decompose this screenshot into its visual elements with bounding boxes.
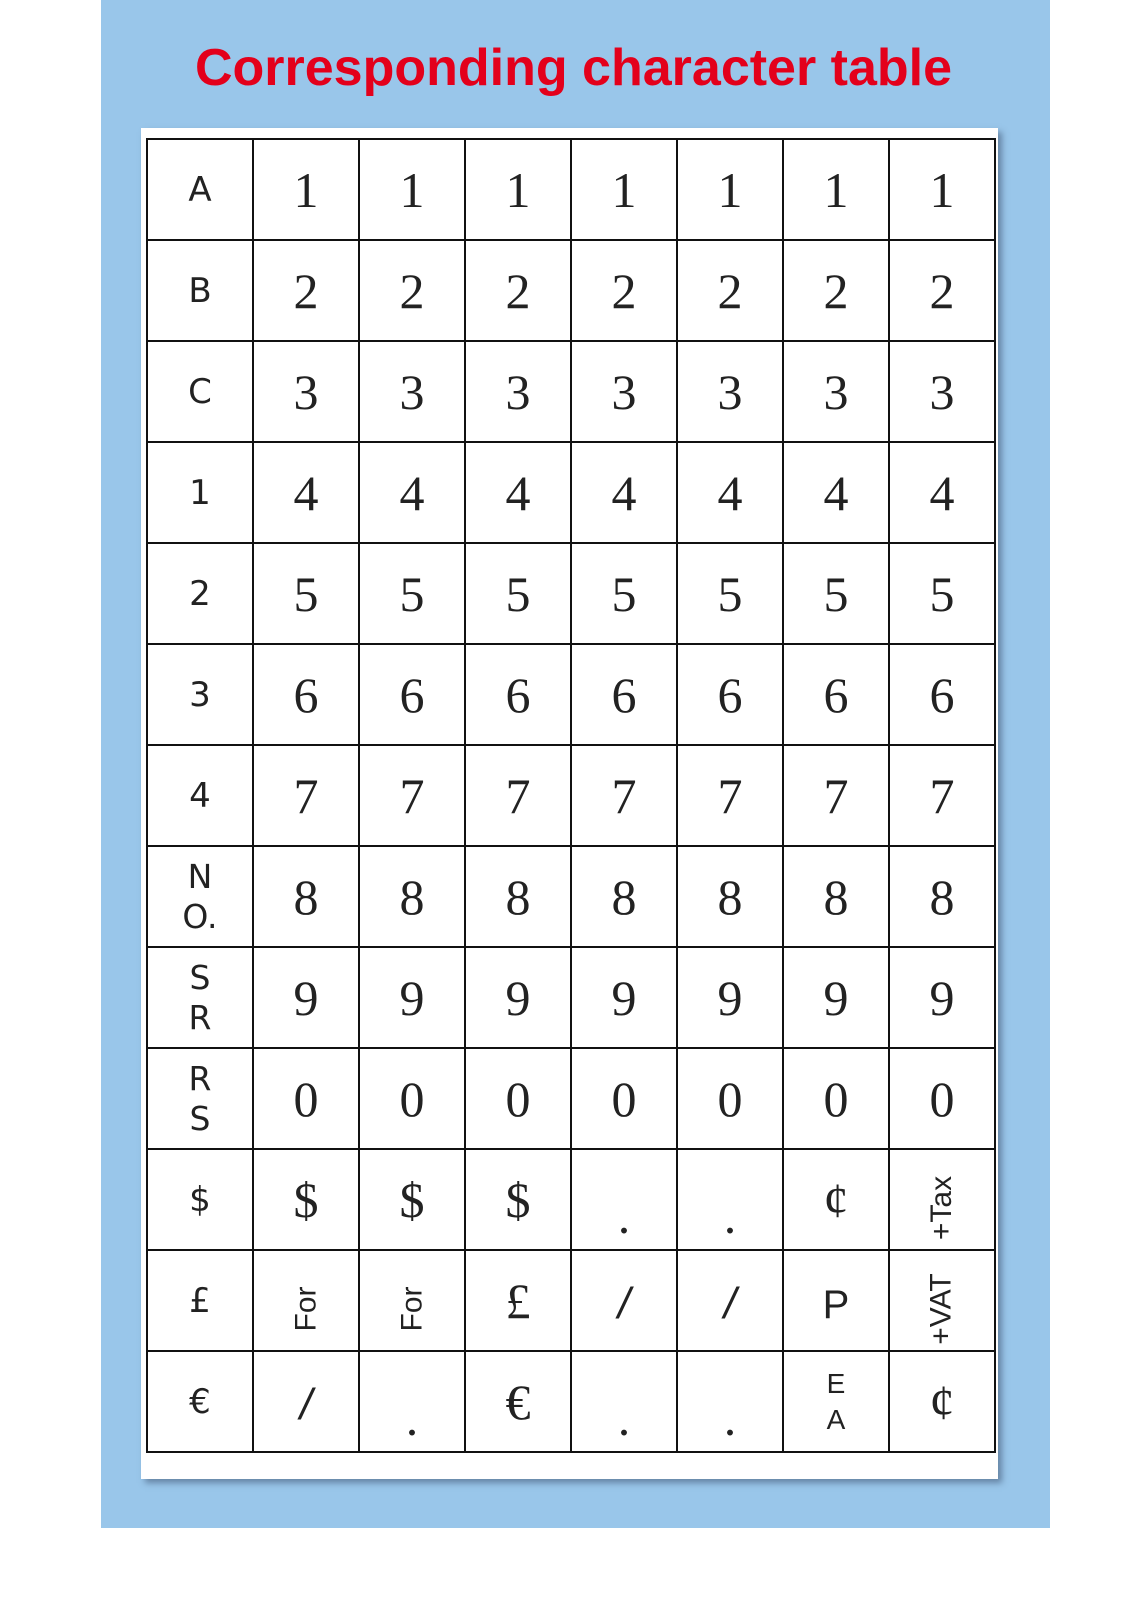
table-cell: 2 <box>253 240 359 341</box>
row-label-line: N <box>187 856 213 896</box>
table-cell <box>253 1250 359 1351</box>
table-cell <box>783 1351 889 1452</box>
table-row <box>147 1250 995 1351</box>
table-cell: 1 <box>571 139 677 240</box>
table-cell: 8 <box>783 846 889 947</box>
row-label: 2 <box>147 543 253 644</box>
table-cell: 1 <box>783 139 889 240</box>
row-label <box>147 1048 253 1149</box>
table-cell <box>889 1250 995 1351</box>
table-cell: 8 <box>359 846 465 947</box>
table-cell: ¢ <box>783 1149 889 1250</box>
table-cell: € <box>465 1351 571 1452</box>
table-cell: 4 <box>253 442 359 543</box>
table-cell: 8 <box>571 846 677 947</box>
table-cell: 7 <box>465 745 571 846</box>
slash-symbol: / <box>723 1278 737 1328</box>
row-label <box>147 947 253 1048</box>
table-cell: 6 <box>253 644 359 745</box>
row-label-line: S <box>189 1098 211 1138</box>
row-label <box>147 846 253 947</box>
table-cell: 3 <box>359 341 465 442</box>
table-cell: 3 <box>783 341 889 442</box>
table-cell: 0 <box>677 1048 783 1149</box>
table-cell: 6 <box>889 644 995 745</box>
table-cell: 9 <box>465 947 571 1048</box>
row-label-line: R <box>188 997 212 1037</box>
period-symbol: . <box>723 1390 737 1446</box>
slash-symbol: / <box>617 1278 631 1328</box>
slash-symbol: / <box>299 1379 313 1429</box>
row-label: 4 <box>147 745 253 846</box>
table-cell: 4 <box>359 442 465 543</box>
table-cell: 6 <box>465 644 571 745</box>
table-cell <box>889 1149 995 1250</box>
table-cell: 8 <box>889 846 995 947</box>
vat-label: +VAT <box>924 1272 958 1345</box>
table-cell: 1 <box>359 139 465 240</box>
table-cell: 0 <box>889 1048 995 1149</box>
table-cell: 2 <box>571 240 677 341</box>
tax-label: +Tax <box>925 1175 958 1240</box>
table-cell: 4 <box>571 442 677 543</box>
character-table-card <box>141 128 998 1479</box>
ea-label-line: A <box>826 1403 846 1435</box>
table-row <box>147 1351 995 1452</box>
ea-label <box>784 1366 888 1438</box>
table-row <box>147 846 995 947</box>
table-cell: 9 <box>677 947 783 1048</box>
period-symbol: . <box>617 1390 631 1446</box>
table-cell: 4 <box>783 442 889 543</box>
table-cell: 9 <box>253 947 359 1048</box>
period-symbol: . <box>617 1188 631 1244</box>
for-label: For <box>395 1286 428 1331</box>
row-label: A <box>147 139 253 240</box>
table-cell: 1 <box>677 139 783 240</box>
table-cell: 0 <box>571 1048 677 1149</box>
table-cell: 4 <box>889 442 995 543</box>
table-row <box>147 1048 995 1149</box>
table-cell: 2 <box>465 240 571 341</box>
table-cell: 9 <box>889 947 995 1048</box>
table-cell: 0 <box>783 1048 889 1149</box>
table-cell: 1 <box>889 139 995 240</box>
p-label: P <box>822 1282 850 1327</box>
table-cell: 2 <box>783 240 889 341</box>
row-label: € <box>147 1351 253 1452</box>
table-cell: 0 <box>359 1048 465 1149</box>
table-cell: 3 <box>571 341 677 442</box>
table-cell: ¢ <box>889 1351 995 1452</box>
table-cell: 5 <box>253 543 359 644</box>
table-cell <box>359 1351 465 1452</box>
table-cell: 6 <box>783 644 889 745</box>
table-cell <box>571 1351 677 1452</box>
table-row <box>147 745 995 846</box>
table-cell: 4 <box>677 442 783 543</box>
row-label: $ <box>147 1149 253 1250</box>
table-cell: 5 <box>677 543 783 644</box>
table-cell: 7 <box>359 745 465 846</box>
table-cell: 7 <box>677 745 783 846</box>
table-cell: 1 <box>253 139 359 240</box>
table-cell <box>359 1250 465 1351</box>
table-cell: 5 <box>465 543 571 644</box>
table-cell <box>677 1149 783 1250</box>
row-label-line: S <box>189 957 211 997</box>
table-cell: 2 <box>677 240 783 341</box>
table-cell <box>677 1351 783 1452</box>
table-cell: 2 <box>359 240 465 341</box>
table-cell: 2 <box>889 240 995 341</box>
table-cell: 0 <box>253 1048 359 1149</box>
ea-label-line: E <box>826 1367 846 1399</box>
table-cell: $ <box>465 1149 571 1250</box>
table-cell: 7 <box>571 745 677 846</box>
table-cell: $ <box>359 1149 465 1250</box>
table-row <box>147 240 995 341</box>
table-cell: 6 <box>677 644 783 745</box>
table-cell: 4 <box>465 442 571 543</box>
table-cell: 3 <box>253 341 359 442</box>
character-table <box>146 138 996 1453</box>
table-cell: 5 <box>359 543 465 644</box>
table-cell <box>253 1351 359 1452</box>
for-label: For <box>289 1286 322 1331</box>
table-cell <box>677 1250 783 1351</box>
row-label-line: R <box>188 1058 212 1098</box>
table-cell: 0 <box>465 1048 571 1149</box>
table-cell: $ <box>253 1149 359 1250</box>
table-cell: 5 <box>783 543 889 644</box>
table-cell <box>571 1149 677 1250</box>
table-row <box>147 1149 995 1250</box>
table-cell: 7 <box>889 745 995 846</box>
table-cell: 7 <box>783 745 889 846</box>
table-cell: 3 <box>889 341 995 442</box>
row-label: 1 <box>147 442 253 543</box>
table-cell: 6 <box>359 644 465 745</box>
table-cell: 7 <box>253 745 359 846</box>
page-title: Corresponding character table <box>194 39 953 97</box>
table-cell: 3 <box>465 341 571 442</box>
table-cell: 5 <box>571 543 677 644</box>
table-row <box>147 543 995 644</box>
table-cell <box>571 1250 677 1351</box>
period-symbol: . <box>723 1188 737 1244</box>
table-cell: 9 <box>359 947 465 1048</box>
table-cell: 3 <box>677 341 783 442</box>
table-cell: 9 <box>783 947 889 1048</box>
row-label: 3 <box>147 644 253 745</box>
table-cell: 8 <box>253 846 359 947</box>
row-label: £ <box>147 1250 253 1351</box>
table-row <box>147 644 995 745</box>
table-cell: 8 <box>677 846 783 947</box>
row-label: B <box>147 240 253 341</box>
table-cell: 6 <box>571 644 677 745</box>
row-label: C <box>147 341 253 442</box>
row-label-line: O. <box>182 896 218 936</box>
table-cell: 5 <box>889 543 995 644</box>
table-row <box>147 139 995 240</box>
table-cell: 1 <box>465 139 571 240</box>
table-row <box>147 947 995 1048</box>
table-row <box>147 442 995 543</box>
table-cell: £ <box>465 1250 571 1351</box>
table-cell: 9 <box>571 947 677 1048</box>
table-row <box>147 341 995 442</box>
table-cell: 8 <box>465 846 571 947</box>
table-cell <box>783 1250 889 1351</box>
period-symbol: . <box>405 1390 419 1446</box>
